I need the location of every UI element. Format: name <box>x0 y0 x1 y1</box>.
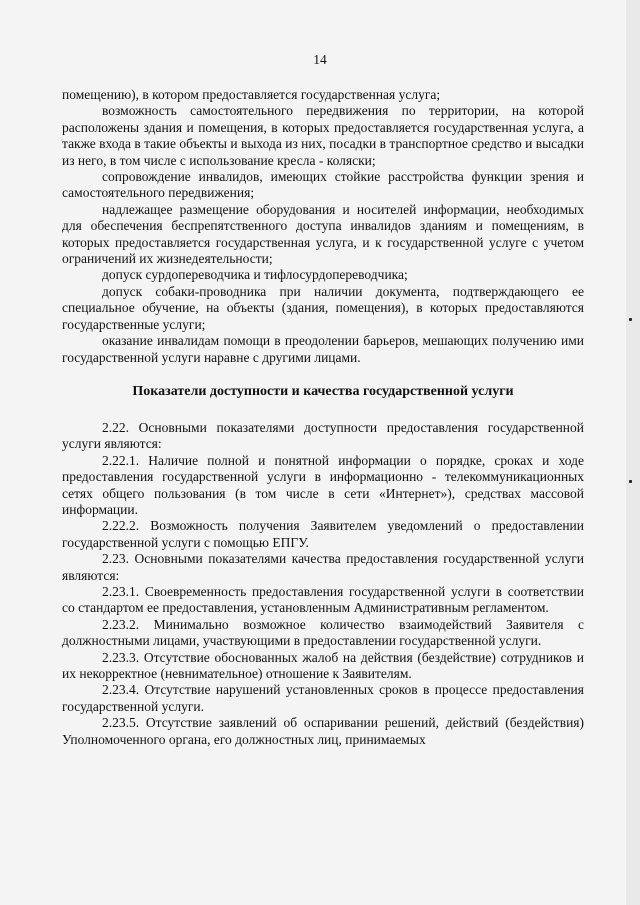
paragraph: помещению), в котором предоставляется государственная услуга; <box>62 87 441 102</box>
document-body <box>62 87 584 748</box>
paragraph: допуск собаки-проводника при наличии документа, подтверждающего ее специальное обучение, на объекты (здания, помещения), в которых предоставляются государственные услуги; <box>62 283 584 332</box>
paragraph: оказание инвалидам помощи в преодолении барьеров, мешающих получению ими государственной услуги наравне с другими лицами. <box>62 333 584 365</box>
paragraph: возможность самостоятельного передвижения по территории, на которой расположены здания и помещения, в которых предоставляется государственная услуга, а также входа в такие объекты и выхода из них, посадки в транспортное средство и высадки из него, в том числе с использование кресла - коляски; <box>62 103 584 168</box>
paragraph: 2.22.1. Наличие полной и понятной информации о порядке, сроках и ходе предоставления государственной услуги в информационно - телекоммуникационных сетях общего пользования (в том числе в сети «Интернет»), средствах массовой информации. <box>62 452 584 517</box>
paragraph: 2.22.2. Возможность получения Заявителем уведомлений о предоставлении государственной услуги с помощью ЕПГУ. <box>62 518 584 550</box>
scan-artifact <box>629 318 632 321</box>
paragraph: 2.23.1. Своевременность предоставления государственной услуги в соответствии со стандартом ее предоставления, установленным Административным регламентом. <box>62 583 584 616</box>
section-heading: Показатели доступности и качества государственной услуги <box>132 383 514 399</box>
paragraph: 2.23. Основными показателями качества предоставления государственной услуги являются: <box>62 551 584 583</box>
paragraph: надлежащее размещение оборудования и носителей информации, необходимых для обеспечения беспрепятственного доступа инвалидов зданиям и помещениям, в которых предоставляется государственная услуга, и к государственной услуге с учетом ограничений их жизнедеятельности; <box>62 201 584 267</box>
paragraph: 2.22. Основными показателями доступности предоставления государственной услуги являются: <box>62 419 584 452</box>
paragraph: 2.23.2. Минимально возможное количество взаимодействий Заявителя с должностными лицами, участвующими в предоставлении государственной услуги. <box>62 616 584 649</box>
paragraph: допуск сурдопереводчика и тифлосурдопереводчика; <box>102 267 408 283</box>
paragraph: сопровождение инвалидов, имеющих стойкие расстройства функции зрения и самостоятельного передвижения; <box>62 169 584 201</box>
page-number: 14 <box>313 52 327 67</box>
paragraph: 2.23.5. Отсутствие заявлений об оспаривании решений, действий (бездействия) Уполномоченного органа, его должностных лиц, принимаемых <box>62 715 584 747</box>
scan-artifact <box>629 480 632 483</box>
paragraph: 2.23.4. Отсутствие нарушений установленных сроков в процессе предоставления государственной услуги. <box>62 682 584 714</box>
scan-edge <box>626 0 640 905</box>
paragraph: 2.23.3. Отсутствие обоснованных жалоб на действия (бездействие) сотрудников и их некорректное (невнимательное) отношение к Заявителям. <box>62 649 584 681</box>
